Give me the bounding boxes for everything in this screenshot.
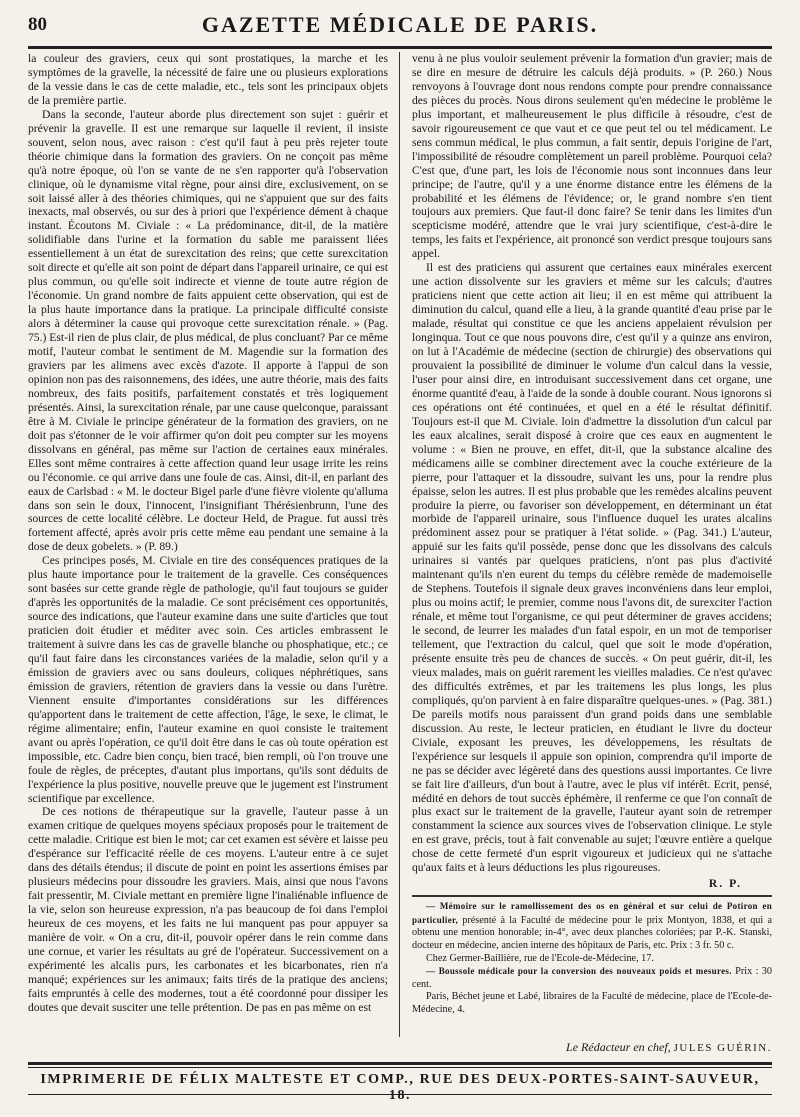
editor-label: Le Rédacteur en chef,: [566, 1040, 671, 1054]
paragraph: Ces principes posés, M. Civiale en tire des conséquences pratiques de la plus haute importance pour le traitement de la gravelle. Ces conséquences sont basées sur cette grande règle de pathologie, qu'il faut toujours se guider d'après les opportunités de la maladie. Ce sont précisément ces opportunités, source des indications, que l'auteur examine dans une suite d'articles que tout praticien doit étudier et méditer avec soin. Ces articles embrassent le traitement à suivre dans les cas de gravelle blanche ou phosphatique, etc.; ce qu'il faut faire dans les circonstances variées de la maladie, selon qu'il y a émission de graviers avec ou sans douleurs, coliques néphrétiques, sans émission de graviers, rétention de graviers dans la vessie ou dans l'urètre. Viennent ensuite d'importantes considérations sur les différences qu'apportent dans le traitement de cette affection, l'âge, le sexe, le climat, le régime alimentaire; enfin, l'auteur examine en quoi consiste le traitement avant ou après l'opération, ce qu'il doit être dans le cas où toute opération est impossible, etc. Cadre bien conçu, bien tracé, bien rempli, où l'on trouve une foule de règles, de préceptes, d'autant plus importans, qu'ils sont déduits de l'expérience la plus positive, nouvelle preuve que le jugement est l'instrument scientifique par excellence.: [28, 554, 388, 805]
editor-signature: [566, 1040, 772, 1055]
paragraph: Il est des praticiens qui assurent que certaines eaux minérales exercent une action dissolvente sur les graviers et même sur les calculs; d'autres praticiens nient que cette action ait lieu; il en est même qui attribuent la diminution du calcul, quand elle a lieu, à la grande quantité d'eau prise par le malade, résultat qui constitue ce que les anciens appelaient révulsion per longinqua. Tout ce que nous pouvons dire, c'est qu'il y a quinze ans environ, on lut à l'Académie de médecine (section de chirurgie) des observations qui prouvaient la possibilité de diminuer le volume d'un calcul dans la vessie, l'user pour ainsi dire, en introduisant successivement dans cet organe, une énorme quantité d'eau, à l'aide de la sonde à double courant. Nous ignorons si ces opérations ont été continuées, et quel en a été le résultat définitif. Toujours est-il que M. Civiale. loin d'admettre la dissolution d'un calcul par les eaux alcalines, serait disposé à croire que ces eaux en augmentent le volume : « Bien ne prouve, en effet, dit-il, que la substance alcaline des médicamens aille se combiner directement avec la couche extérieure de la pierre, pour l'attaquer et la dissoudre, suivant les uns, pour la rendre plus épaisse, selon les autres. Il est plus probable que les remèdes alcalins peuvent produire la pierre, ou favoriser son développement, en déterminant un état morbide de l'appareil urinaire, sous l'influence duquel les urates alcalins prédominent assez pour se pratiquer à l'état solide. » (Pag. 341.) L'auteur, appuié sur les faits qu'il possède, pense donc que les dissolvans des calculs urinaires si vantés par quelques praticiens, n'ont pas plus d'activité maintenant qu'ils n'en eurent du temps du célèbre remède de mademoiselle de Stephens. Toutefois il signale deux graves inconvéniens dans leur emploi, plus ou moins actif; le premier, comme nous l'avons dit, de surexciter l'action rénale, et même tout l'organisme, ce qui peut déterminer de graves accidens; le second, de leurrer les malades d'un fatal espoir, en un mot de temporiser tellement, que l'extraction du calcul, quel que soit le mode d'opération, présente ensuite très peu de chances de succès. « On peut guérir, dit-il, les vieux malades, mais on guérit rarement les vieilles maladies. Ce n'est qu'avec des difficultés extrêmes, et par les traitemens les plus longs, les plus compliqués, qu'on parvient à en faire disparaître quelques-unes. » (Pag. 381.) De pareils motifs nous paraissent d'un grand poids dans une semblable discussion. Au reste, le lecteur praticien, en étudiant le livre du docteur Civiale, exposant les preuves, les développemens, les résultats de l'expérience sur lesquels il appuie son opinion, comprendra qu'il importe de ne pas se décider avec légèreté dans des questions aussi importantes. Ce livre se fait lire d'ailleurs, d'un bout à l'autre, avec le plus vif intérêt. Ecrit, pensé, médité en dehors de tout succès éphémère, il renferme ce que l'on connaît de plus exact sur le traitement de la gravelle, l'auteur ayant soin de retremper constamment la science aux sources vives de l'observation clinique. Le style en est grave, précis, tout à fait convenable au sujet; l'œuvre entière a quelque chose de cette fermeté d'un esprit vigoureux et judicieux qui ne s'attache qu'aux faits et à leurs déductions les plus rigoureuses.: [412, 261, 772, 875]
header-rule: [28, 46, 772, 49]
right-column: [412, 52, 772, 1037]
page-header: [28, 10, 772, 46]
editor-name: JULES GUÉRIN.: [673, 1042, 772, 1054]
paragraph: Dans la seconde, l'auteur aborde plus directement son sujet : guérir et prévenir la gravelle. Il est une remarque sur laquelle il revient, il insiste souvent, selon nous, avec raison : c'est qu'il faut à peu près rejeter toute théorie chimique dans la formation des graviers. On ne conçoit pas même qu'à notre époque, où l'on se vante de ne s'en rapporter qu'à l'observation clinique, où le dynamisme vital règne, pour ainsi dire, exclusivement, on se soit laissé aller à des théories chimiques, qui ne s'appuient que sur des faits inexacts, mal observés, ou sur des à priori que l'expérience dément à chaque instant. Écoutons M. Civiale : « La prédominance, dit-il, de la matière solidifiable dans l'urine et la formation du sable me paraissent liées essentiellement à un état de surexcitation des reins; que cette surexcitation soit directe et qu'elle ait son point de départ dans l'appareil urinaire, ce qui est plus commun, ou qu'elle soit indirecte et vienne de toute autre région de l'économie. Un grand nombre de faits appuient cette observation, qui est de la plus haute importance dans la pratique. La principale difficulté consiste alors à déterminer la cause qui provoque cette surexcitation rénale. » (Pag. 75.) Est-il rien de plus clair, de plus médical, de plus concluant? Par ce même motif, l'auteur combat le sentiment de M. Magendie sur la formation des graviers par les alimens avec excès d'azote. Il apporte à l'appui de son opinion non pas des raisonnemens, des idées, une autre théorie, mais des faits nombreux, des faits positifs, parfaitement constatés et très logiquement présentés. Ainsi, la surexcitation rénale, par une cause quelconque, paraissant être à M. Civiale le principe générateur de la formation des graviers, on ne doit pas s'étonner de le voir affirmer qu'on doit peu compter sur les moyens dissolvans en général, pas même sur l'action de certaines eaux minérales. Elles sont même contraires à cette affection quand leur usage irrite les reins ou l'économie. ce qui arrive dans une foule de cas. Ainsi, dit-il, en parlant des eaux de Carlsbad : « M. le docteur Bigel parle d'une fièvre violente qu'alluma dans son sein le doux, l'innocent, l'insignifiant Thérésienbrunn, l'une des sources de cette localité célèbre. Le docteur Held, de Prague. fut aussi très fortement affecté, après avoir pris cette même eau pendant une semaine à la dose de deux gobelets. » (P. 89.): [28, 107, 388, 554]
notice-publisher: Paris, Béchet jeune et Labé, libraires de la Faculté de médecine, place de l'Ecole-de-Médecine, 4.: [412, 991, 772, 1015]
notice-publisher: Chez Germer-Baillière, rue de l'Ecole-de-Médecine, 17.: [426, 952, 654, 964]
notice-text: Prix : 30 cent.: [412, 966, 772, 990]
notice-text: présenté à la Faculté de médecine pour le prix Montyon, 1838, et qui a obtenu une mention honorable; in-4°, avec deux planches coloriées; par P.-K. Stanski, docteur en médecine, ancien interne des hôpitaux de Paris, etc. Prix : 3 fr. 50 c.: [412, 914, 772, 951]
author-initials: R. P.: [708, 877, 742, 891]
journal-title: GAZETTE MÉDICALE DE PARIS.: [201, 12, 599, 37]
editor-line: [28, 1040, 772, 1058]
left-column: [28, 52, 388, 1037]
paragraph: venu à ne plus vouloir seulement prévenir la formation d'un gravier; mais de se dire en mesure de détruire les calculs déjà produits. » (P. 260.) Nous renvoyons à l'ouvrage dont nous rendons compte pour prendre connaissance des pièces du procès. Nous dirons seulement qu'en médecine le problème le plus important, et malheureusement le plus difficile à résoudre, c'est de savoir rigoureusement ce que vaut et ce que peut tel ou tel médicament. Le sens commun médical, le plus commun, a fait sentir, depuis l'origine de l'art, l'impossibilité de résoudre complètement un pareil problème. Pourquoi cela? C'est que, d'une part, les lois de l'économie nous sont inconnues dans leur principe; de l'autre, qu'il y a une énorme distance entre les élémens de la probabilité et les élémens de l'évidence; or, le grand nombre s'en tient toujours aux premiers. Que faut-il donc faire? Se tenir dans les limites d'un scepticisme modéré, attendre que le vrai jury scientifique, c'est-à-dire le temps, les faits et l'expérience, ait prononcé son verdict presque toujours sans appel.: [412, 52, 772, 261]
page-number: 80: [28, 14, 47, 35]
footer-rule: [28, 1067, 772, 1068]
footer-rule: [28, 1094, 772, 1095]
paragraph: De ces notions de thérapeutique sur la gravelle, l'auteur passe à un examen critique de quelques moyens spéciaux proposés pour le traitement de cette maladie. Critique est bien le mot; car cet examen est sévère et laisse peu d'espérance sur l'efficacité réelle de ces moyens. L'auteur entre à ce sujet dans des détails étendus; il discute de point en point les assertions émises par plusieurs médecins pour dissoudre les graviers. Mais, ainsi que nous l'avons fait pressentir, M. Civiale mettant en première ligne l'inaliénable influence de la vie, selon son heureuse expression, n'a pas beaucoup de foi dans l'emploi heureux de ces moyens, et les faits ne lui manquent pas pour appuyer sa manière de voir. « On a cru, dit-il, pouvoir opérer dans le rein comme dans une cornue, et varier les résultats au gré de l'opérateur. Successivement on a expérimenté les alcalis purs, les carbonates et les bicarbonates, rien n'a manqué; expériences sur les animaux; faits tirés de la pratique des anciens; faits empruntés à celle des modernes, tout a été coordonné pour dissiper les doutes que devait susciter une telle prétention. De pas en pas même on est: [28, 805, 388, 1014]
notice-title: — Boussole médicale pour la conversion des nouveaux poids et mesures.: [426, 966, 732, 977]
book-notice: [412, 900, 772, 952]
paragraph: la couleur des graviers, ceux qui sont prostatiques, la marche et les symptômes de la gravelle, la nécessité de faire une ou plusieurs explorations de la vessie dans le cas de cette maladie, etc., tels sont les principaux objets de la première partie.: [28, 52, 388, 107]
footer-rule: [28, 1062, 772, 1065]
section-separator: [412, 895, 772, 897]
printer-imprint: IMPRIMERIE DE FÉLIX MALTESTE ET COMP., RUE DES DEUX-PORTES-SAINT-SAUVEUR, 18.: [40, 1072, 760, 1103]
notice-title: — Mémoire sur le ramollissement des os en général et sur celui de Potiron en particulier,: [412, 901, 772, 925]
book-notice: [412, 965, 772, 991]
article-columns: [28, 52, 772, 1037]
column-divider: [399, 52, 400, 1037]
